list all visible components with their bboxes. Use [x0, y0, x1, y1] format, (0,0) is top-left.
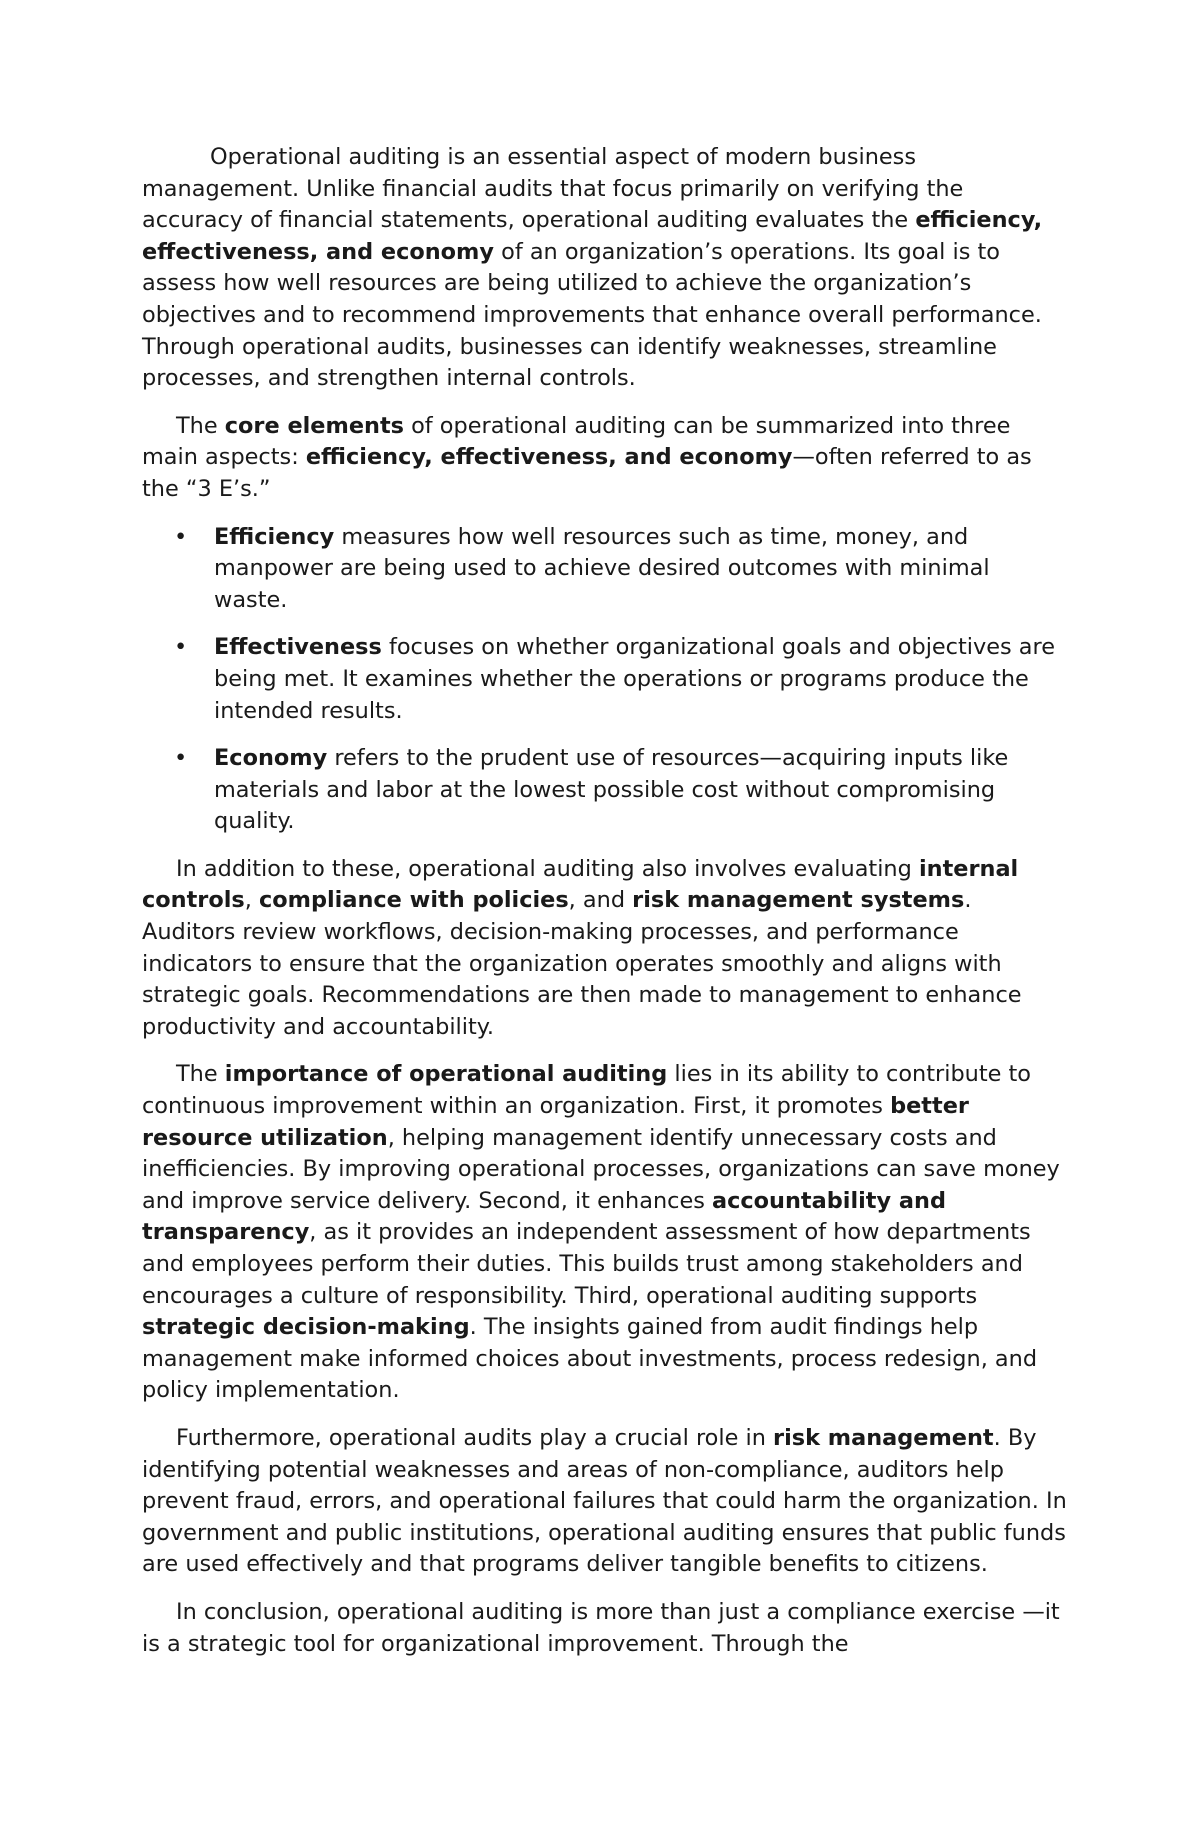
- list-item-economy: [142, 743, 1067, 838]
- paragraph-text: . The insights gained from audit findings help management make informed choices about investments, process redesign, and policy implementation.: [142, 1314, 1038, 1404]
- paragraph-text: Operational auditing is an essential aspect of modern business management. Unlike financial audits that focus primarily on verifying the accuracy of financial statements, operational auditing evaluates the: [142, 144, 964, 234]
- bold-phrase: core elements: [224, 412, 404, 439]
- bold-phrase: compliance with policies: [258, 887, 569, 914]
- list-item-text: measures how well resources such as time, money, and manpower are being used to achieve desired outcomes with minimal waste.: [214, 523, 990, 613]
- bold-phrase: efficiency, effectiveness, and economy: [142, 207, 1043, 265]
- paragraph-text: lies in its ability to contribute to continuous improvement within an organization. First, it promotes: [142, 1061, 1032, 1120]
- paragraph-text: . Auditors review workflows, decision-making processes, and performance indicators to ensure that the organization operates smoothly and aligns with strategic goals. Recommendations are then made to management to enhance productivity and accountability.: [142, 887, 1022, 1040]
- paragraph-text: The: [176, 412, 225, 439]
- paragraph-text: , as it provides an independent assessment of how departments and employees perform their duties. This builds trust among stakeholders and encourages a culture of responsibility. Third, operational auditing supports: [142, 1219, 1031, 1309]
- paragraph-text: ,: [244, 887, 259, 914]
- paragraph-text: . By identifying potential weaknesses and areas of non-compliance, auditors help prevent fraud, errors, and operational failures that could harm the organization. In government and public institutions, operational auditing ensures that public funds are used effectively and that programs deliver tangible benefits to citizens.: [142, 1424, 1067, 1578]
- paragraph-introduction: [142, 142, 1067, 395]
- paragraph-text: Furthermore, operational audits play a crucial role in: [176, 1424, 774, 1451]
- bold-phrase: internal controls: [142, 855, 1019, 914]
- list-item-term: Efficiency: [214, 523, 335, 550]
- list-item-term: Effectiveness: [214, 634, 382, 661]
- bold-phrase: strategic decision-making: [142, 1314, 470, 1341]
- paragraph-text: , helping management identify unnecessary costs and inefficiencies. By improving operational processes, organizations can save money and improve service delivery. Second, it enhances: [142, 1124, 1060, 1214]
- paragraph-text: —often referred to as the “3 E’s.”: [142, 444, 1032, 502]
- paragraph-text: The: [176, 1061, 225, 1088]
- list-item-text: refers to the prudent use of resources—acquiring inputs like materials and labor at the lowest possible cost without compromising quality.: [214, 745, 1009, 835]
- document-body: [142, 142, 1067, 1660]
- paragraph-risk-management: [142, 1423, 1067, 1581]
- paragraph-text: of an organization’s operations. Its goal is to assess how well resources are being utilized to achieve the organization’s objectives and to recommend improvements that enhance overall performance. Through operational audits, businesses can identify weaknesses, streamline processes, and strengthen internal controls.: [142, 238, 1042, 392]
- three-es-list: [142, 522, 1067, 838]
- bold-phrase: risk management systems: [632, 887, 965, 914]
- paragraph-text: In addition to these, operational auditing also involves evaluating: [176, 855, 919, 882]
- paragraph-importance: [142, 1059, 1067, 1407]
- bold-phrase: risk management: [773, 1424, 994, 1451]
- bold-phrase: importance of operational auditing: [224, 1061, 668, 1088]
- bold-phrase: efficiency, effectiveness, and economy: [305, 444, 793, 471]
- list-item-term: Economy: [214, 745, 328, 772]
- paragraph-text: , and: [568, 887, 633, 914]
- list-item-effectiveness: [142, 632, 1067, 727]
- list-item-text: focuses on whether organizational goals and objectives are being met. It examines whether the operations or programs produce the intended results.: [214, 634, 1056, 724]
- bold-phrase: accountability and transparency: [142, 1187, 946, 1246]
- paragraph-text: of operational auditing can be summarized into three main aspects:: [142, 412, 1011, 471]
- paragraph-internal-controls: [142, 854, 1067, 1044]
- bullet-marker: •: [174, 745, 188, 772]
- bullet-marker: •: [174, 634, 188, 661]
- paragraph-text: In conclusion, operational auditing is more than just a compliance exercise —it is a strategic tool for organizational improvement. Through the: [142, 1598, 1060, 1657]
- bullet-marker: •: [174, 523, 188, 550]
- paragraph-conclusion: [142, 1597, 1067, 1660]
- paragraph-core-elements: [142, 411, 1067, 506]
- list-item-efficiency: [142, 522, 1067, 617]
- bold-phrase: better resource utilization: [142, 1093, 969, 1151]
